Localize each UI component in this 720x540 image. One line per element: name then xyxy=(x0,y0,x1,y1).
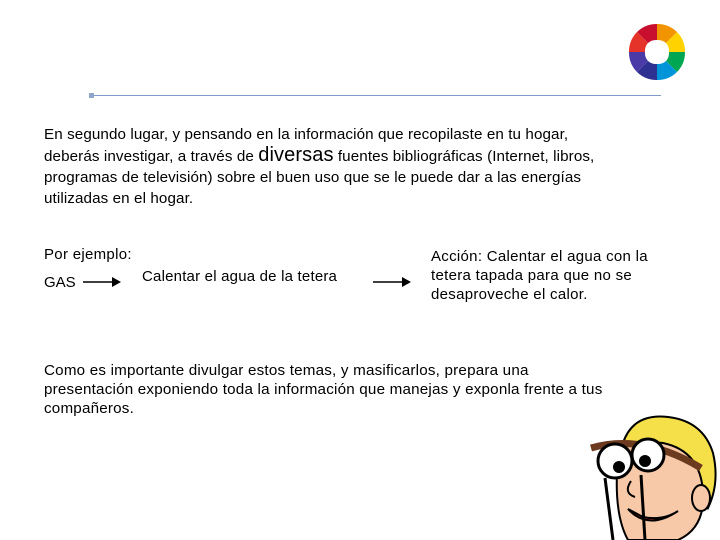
right-arrow-icon xyxy=(372,275,412,289)
intro-text-part2: fuentes bibliográficas (Internet, libros, programas de televisión) sobre el buen uso que se le puede dar a las energías utilizadas en el hogar. xyxy=(44,148,595,207)
gas-label: GAS xyxy=(44,274,76,291)
action-text: Acción: Calentar el agua con la tetera tapada para que no se desaproveche el calor. xyxy=(431,248,648,303)
intro-emphasis: diversas xyxy=(258,144,334,166)
intro-paragraph xyxy=(44,124,604,209)
explorer-boy-cartoon-icon xyxy=(583,413,720,540)
example-label: Por ejemplo: xyxy=(44,246,132,263)
closing-paragraph: Como es importante divulgar estos temas, y masificarlos, prepara una presentación exponiendo toda la información que manejas y exponla frente a tus compañeros. xyxy=(44,362,603,417)
divider-line xyxy=(94,95,661,96)
intro-text-part1: En segundo lugar, y pensando en la información que recopilaste en tu hogar, deberás investigar, a través de xyxy=(44,126,569,165)
right-arrow-icon xyxy=(82,275,122,289)
step-text: Calentar el agua de la tetera xyxy=(142,268,338,285)
pinwheel-logo-icon xyxy=(627,22,687,82)
